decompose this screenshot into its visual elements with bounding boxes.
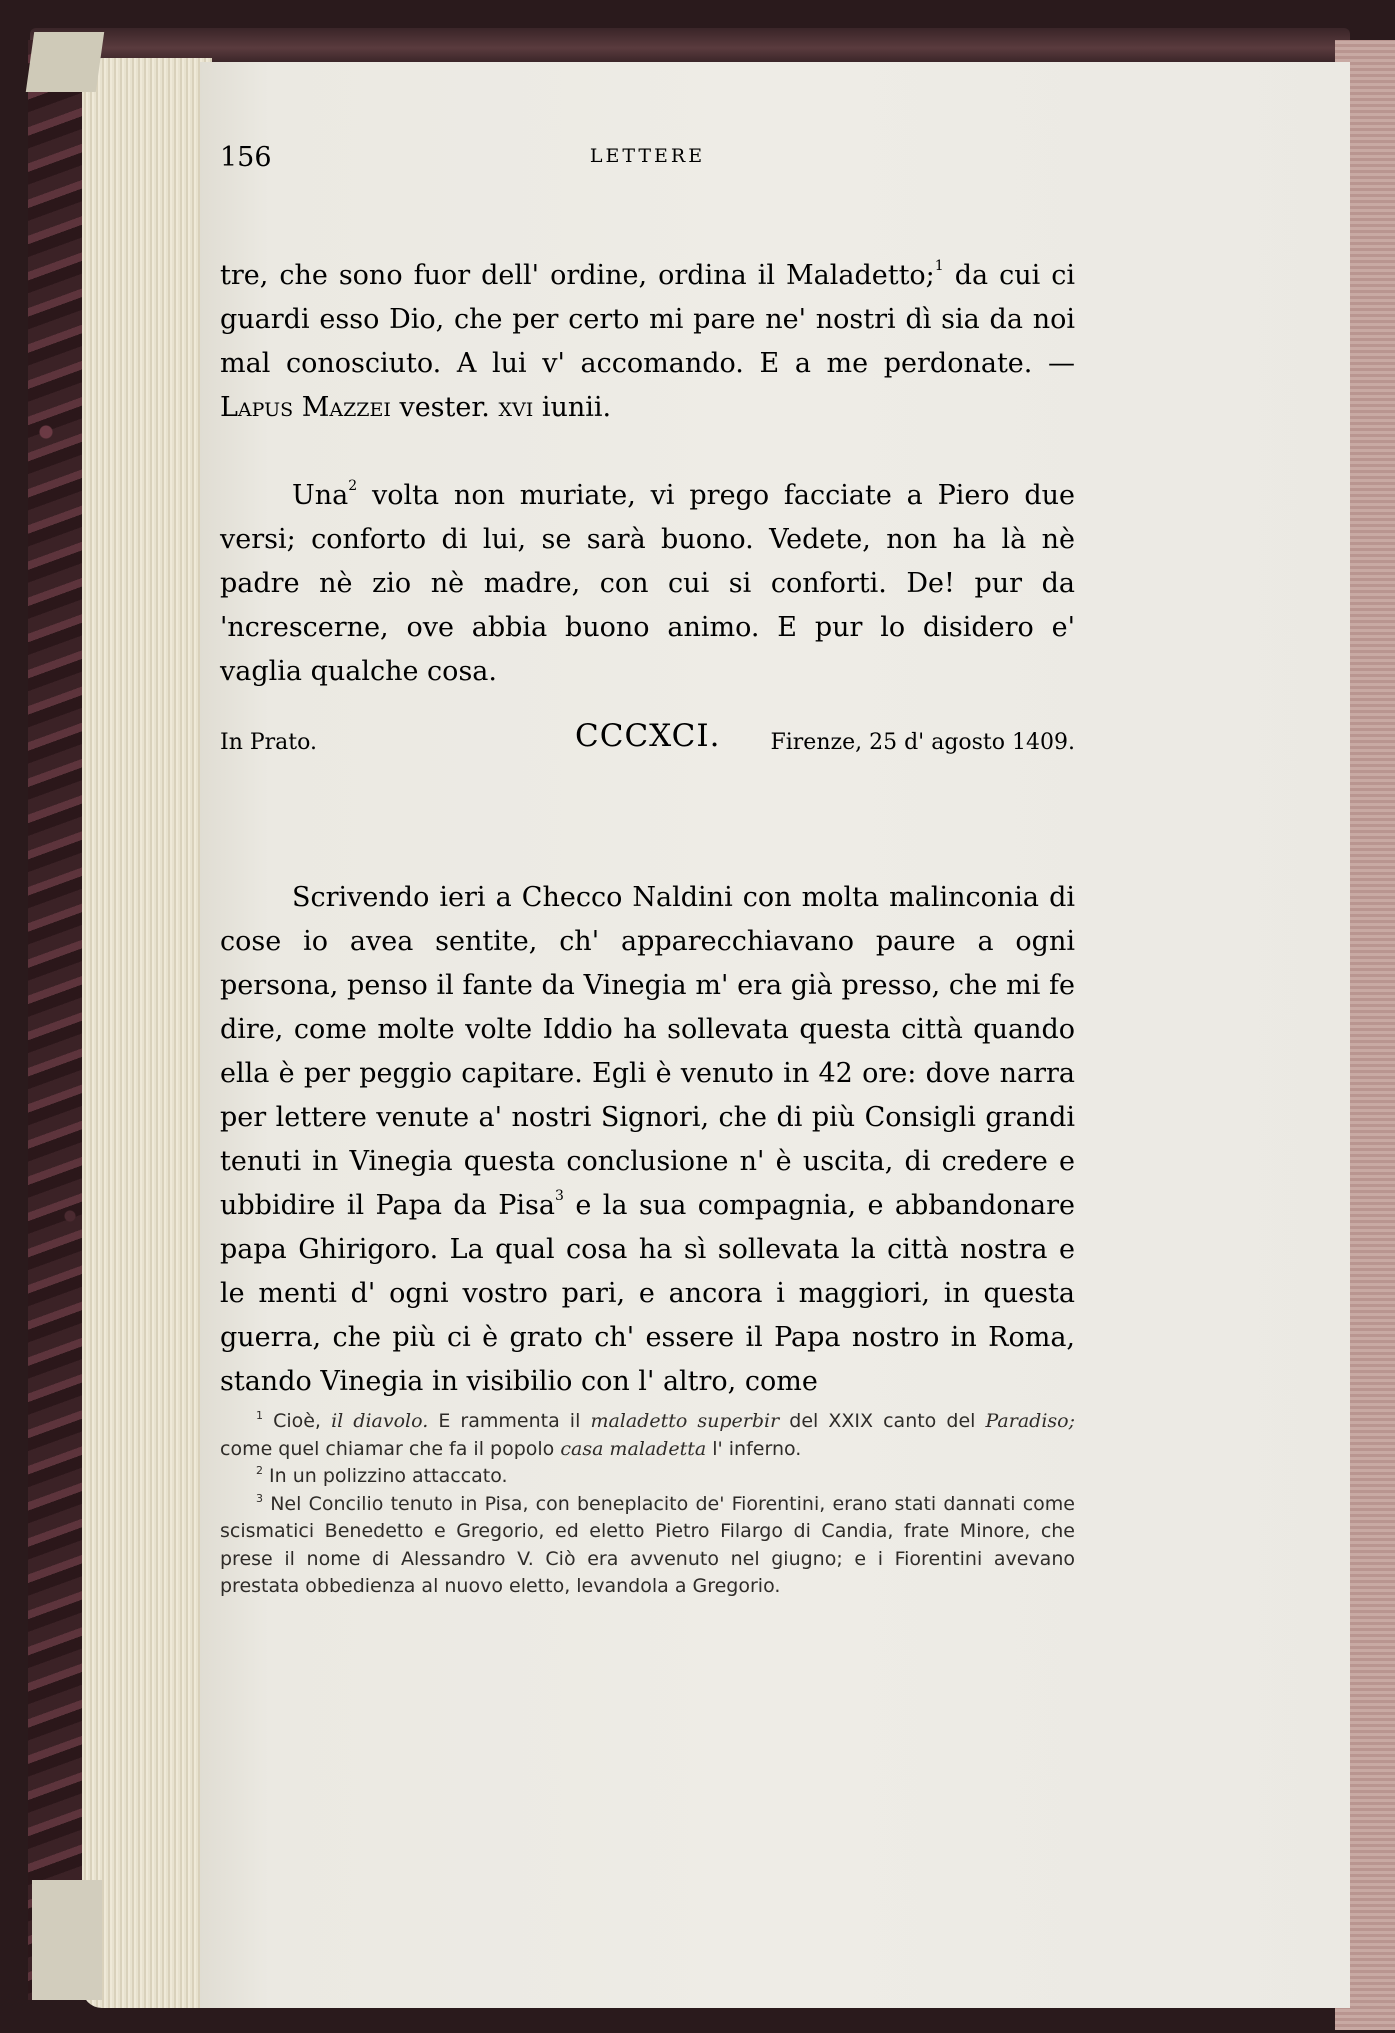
text-run: In un polizzino attaccato.: [263, 1465, 508, 1487]
footnote-mark: 1: [256, 1409, 263, 1422]
letter-number: CCCXCI.: [575, 718, 721, 754]
text-run: l' inferno.: [706, 1437, 802, 1460]
text-run: E rammenta il: [428, 1410, 591, 1432]
running-title: LETTERE: [589, 145, 706, 167]
footnote-1: [220, 1408, 1075, 1463]
text-run: da cui ci guardi esso Dio, che per certo mi pare ne' nostri dì sia da noi mal conosciuto. A lui v' accomando. E a me perdonate. —: [220, 260, 1076, 379]
text-run: e la sua compagnia, e abbandonare papa Ghirigoro. La qual cosa ha sì sollevata la città nostra e le menti d' ogni vostro pari, e ancora i maggiori, in questa guerra, che più ci è grato ch' essere il Papa nostro in Roma, stando Vinegia in visibilio con l' altro, come: [220, 1190, 1075, 1397]
footnote-mark: 3: [256, 1491, 263, 1505]
footnote-3: [220, 1491, 1075, 1601]
text-run: come quel chiamar che fa il popolo: [220, 1437, 561, 1460]
text-run: Nel Concilio tenuto in Pisa, con beneplacito de' Fiorentini, erano stati dannati come scismatici Benedetto e Gregorio, ed eletto Pietro Filargo di Candia, frate Minore, che prese il nome di Alessandro V. Ciò era avvenuto nel giugno; e i Fiorentini avevano prestata obbedienza al nuovo eletto, levandola a Gregorio.: [220, 1492, 1075, 1597]
page-header: [220, 142, 1075, 182]
text-run: Una: [292, 480, 349, 511]
footnote-2: [220, 1463, 1075, 1491]
text-run: iunii.: [533, 392, 612, 423]
book-corner-top: [26, 32, 104, 92]
text-run: volta non muriate, vi prego facciate a Piero due versi; conforto di lui, se sarà buono. Vedete, non ha là nè padre nè zio nè madre, con cui si conforti. De! pur da 'ncrescerne, ove abbia buono animo. E pur lo disidero e' vaglia qualche cosa.: [220, 480, 1075, 687]
text-run: tre, che sono fuor dell' ordine, ordina il Maladetto;: [220, 260, 935, 291]
book-cover-marbled: [28, 40, 88, 2000]
date-roman: xvi: [498, 392, 534, 423]
letter-destination: In Prato.: [220, 730, 317, 755]
text-run: Cioè,: [263, 1410, 332, 1432]
paragraph-1: [220, 254, 1075, 430]
text-run: vester.: [390, 392, 499, 423]
page-number: 156: [220, 142, 272, 173]
letter-place-date: Firenze, 25 d' agosto 1409.: [770, 730, 1075, 755]
italic-text: casa maladetta: [560, 1437, 707, 1460]
page-edges: [82, 58, 212, 2008]
book-corner-bottom: [32, 1880, 102, 2000]
text-run: del XXIX canto del: [779, 1410, 986, 1432]
footnote-ref-1: 1: [934, 258, 944, 274]
paragraph-2: [220, 474, 1075, 694]
signature: Lapus Mazzei: [220, 392, 391, 423]
letter-header: [220, 718, 1075, 768]
footnotes: [220, 1408, 1075, 1601]
text-run: Scrivendo ieri a Checco Naldini con molta malinconia di cose io avea sentite, ch' apparecchiavano paure a ogni persona, penso il fante da Vinegia m' era già presso, che mi fe dire, come molte volte Iddio ha sollevata questa città quando ella è per peggio capitare. Egli è venuto in 42 ore: dove narra per lettere venute a' nostri Signori, che di più Consigli grandi tenuti in Vinegia questa conclusione n' è uscita, di credere e ubbidire il Papa da Pisa: [220, 882, 1075, 1221]
paragraph-3: [220, 876, 1075, 1404]
footnote-mark: 2: [256, 1464, 263, 1477]
italic-text: maladetto superbir: [590, 1410, 780, 1432]
italic-text: Paradiso;: [985, 1410, 1075, 1432]
footnote-ref-2: 2: [348, 478, 358, 494]
italic-text: il diavolo.: [331, 1410, 429, 1432]
footnote-ref-3: 3: [555, 1188, 564, 1204]
